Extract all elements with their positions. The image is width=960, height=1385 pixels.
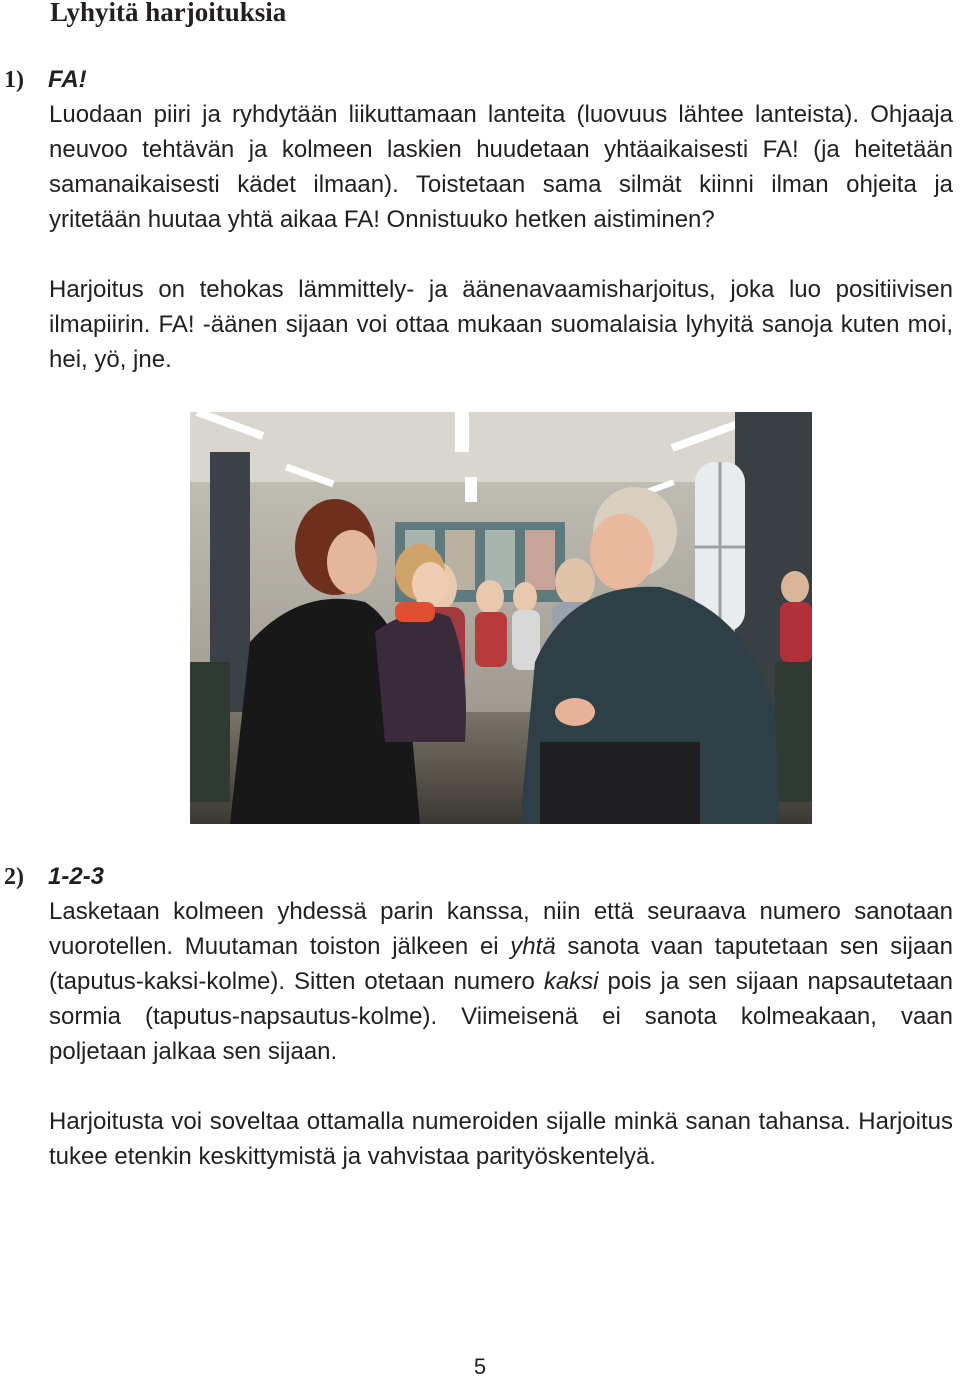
section-number: 1) bbox=[4, 67, 24, 93]
workshop-photo bbox=[190, 412, 812, 824]
text-run: pois ja sen sijaan napsautetaan sormia (taputus-napsautus-kolme). Viimeisenä ei sanota kolmeakaan, vaan poljetaan jalkaa sen sijaan. bbox=[49, 968, 953, 1065]
emphasis-word: kaksi bbox=[543, 968, 599, 995]
section-1-2-3-paragraph-1 bbox=[49, 894, 953, 1069]
section-fa-paragraph-2: Harjoitus on tehokas lämmittely- ja äänenavaamisharjoitus, joka luo positiivisen ilmapiirin. FA! -äänen sijaan voi ottaa mukaan suomalaisia lyhyitä sanoja kuten moi, hei, yö, jne. bbox=[49, 276, 953, 373]
section-heading-fa bbox=[4, 62, 87, 98]
text-run: sanota vaan taputetaan sen sijaan (taputus-kaksi-kolme). Sitten otetaan numero bbox=[49, 933, 953, 995]
section-number: 2) bbox=[4, 864, 24, 890]
section-heading-1-2-3 bbox=[4, 859, 104, 895]
text-run: Lasketaan kolmeen yhdessä parin kanssa, niin että seuraava numero sanotaan vuorotellen. Muutaman toiston jälkeen ei bbox=[49, 898, 953, 960]
section-fa-paragraph-1: Luodaan piiri ja ryhdytään liikuttamaan lanteita (luovuus lähtee lanteista). Ohjaaja neuvoo tehtävän ja kolmeen laskien huudetaan yhtäaikaisesti FA! (ja heitetään samanaikaisesti kädet ilmaan). Toistetaan sama silmät kiinni ilman ohjeita ja yritetään huutaa yhtä aikaa FA! Onnistuuko hetken aistiminen? bbox=[49, 101, 953, 233]
section-1-2-3-paragraph-2: Harjoitusta voi soveltaa ottamalla numeroiden sijalle minkä sanan tahansa. Harjoitus tukee etenkin keskittymistä ja vahvistaa parityöskentelyä. bbox=[49, 1108, 953, 1170]
page-title: Lyhyitä harjoituksia bbox=[50, 0, 287, 27]
page-number: 5 bbox=[473, 1354, 487, 1379]
section-name: FA! bbox=[48, 66, 87, 93]
emphasis-word: yhtä bbox=[510, 933, 556, 960]
section-name: 1-2-3 bbox=[48, 863, 105, 890]
